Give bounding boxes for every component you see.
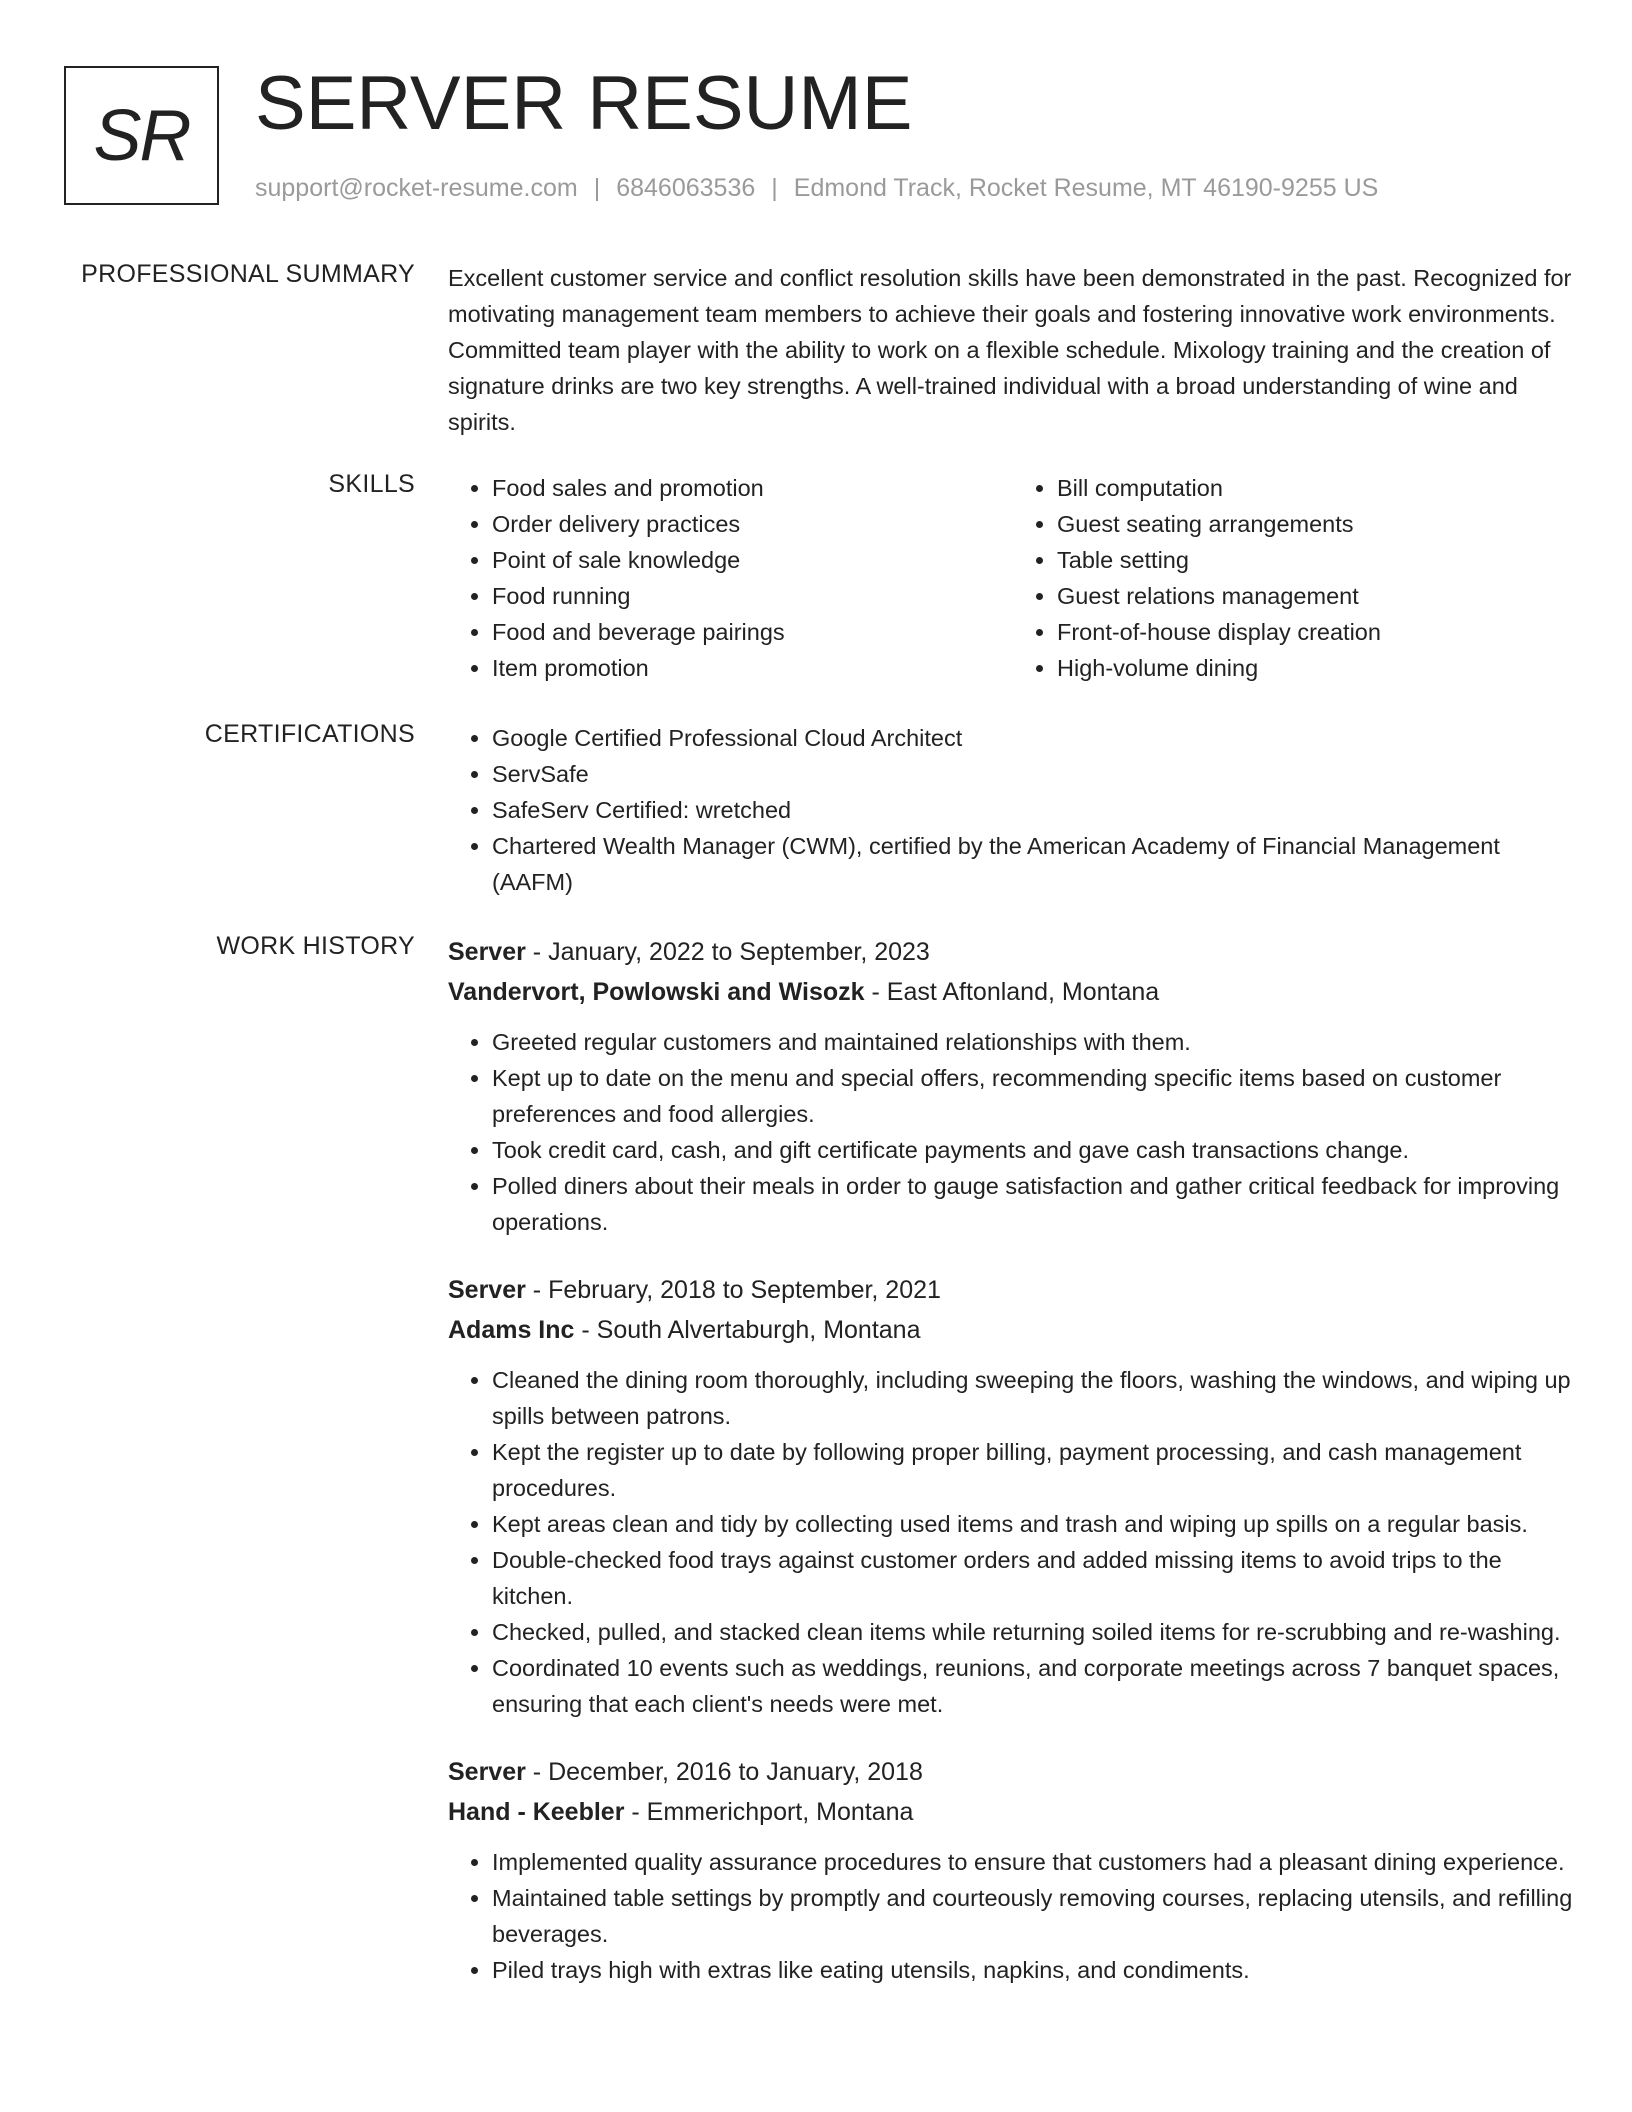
job-title: Server xyxy=(448,1758,526,1786)
skill-item: • Guest relations management xyxy=(1057,578,1578,614)
skill-item: • Guest seating arrangements xyxy=(1057,506,1578,542)
certifications-list xyxy=(448,720,1578,900)
skills-list-left xyxy=(448,470,1013,686)
page-title: SERVER RESUME xyxy=(255,61,913,146)
job-bullets xyxy=(448,1844,1578,1988)
summary-label: PROFESSIONAL SUMMARY xyxy=(81,260,415,288)
job-bullet: • Double-checked food trays against customer orders and added missing items to avoid trips to the kitchen. xyxy=(492,1542,1578,1614)
job-dates: - February, 2018 to September, 2021 xyxy=(525,1276,941,1304)
job-title-line xyxy=(448,1752,1578,1792)
skill-item: • Point of sale knowledge xyxy=(492,542,1013,578)
job-bullets xyxy=(448,1024,1578,1240)
skill-item: • Item promotion xyxy=(492,650,1013,686)
monogram-badge: SR xyxy=(64,66,219,205)
job-bullet: • Piled trays high with extras like eating utensils, napkins, and condiments. xyxy=(492,1952,1578,1988)
job-company-line xyxy=(448,1792,1578,1832)
job-title: Server xyxy=(448,938,526,966)
job-bullet: • Polled diners about their meals in order to gauge satisfaction and gather critical feedback for improving operations. xyxy=(492,1168,1578,1240)
job-location: - East Aftonland, Montana xyxy=(864,978,1160,1006)
certification-item: • Chartered Wealth Manager (CWM), certified by the American Academy of Financial Management (AAFM) xyxy=(492,828,1578,900)
contact-separator: | xyxy=(593,174,601,202)
job-bullet: • Kept areas clean and tidy by collecting used items and trash and wiping up spills on a regular basis. xyxy=(492,1506,1578,1542)
job-bullet: • Checked, pulled, and stacked clean items while returning soiled items for re-scrubbing and re-washing. xyxy=(492,1614,1578,1650)
job-location: - South Alvertaburgh, Montana xyxy=(574,1316,921,1344)
work-history-label: WORK HISTORY xyxy=(216,932,415,960)
job-bullet: • Greeted regular customers and maintained relationships with them. xyxy=(492,1024,1578,1060)
contact-email: support@rocket-resume.com xyxy=(255,174,578,202)
skill-item: • Food sales and promotion xyxy=(492,470,1013,506)
job-entry xyxy=(448,1270,1578,1722)
job-dates: - January, 2022 to September, 2023 xyxy=(525,938,930,966)
certification-item: • ServSafe xyxy=(492,756,1578,792)
contact-separator: | xyxy=(771,174,778,202)
certification-item: • Google Certified Professional Cloud Architect xyxy=(492,720,1578,756)
job-entry xyxy=(448,1752,1578,1988)
skill-item: • High-volume dining xyxy=(1057,650,1578,686)
contact-phone: 6846063536 xyxy=(616,174,756,202)
job-location: - Emmerichport, Montana xyxy=(624,1798,914,1826)
job-company: Vandervort, Powlowski and Wisozk xyxy=(448,978,865,1006)
job-bullet: • Took credit card, cash, and gift certificate payments and gave cash transactions change. xyxy=(492,1132,1578,1168)
job-bullet: • Kept up to date on the menu and special offers, recommending specific items based on customer preferences and food allergies. xyxy=(492,1060,1578,1132)
contact-line xyxy=(255,174,1378,203)
skill-item: • Order delivery practices xyxy=(492,506,1013,542)
job-bullet: • Coordinated 10 events such as weddings, reunions, and corporate meetings across 7 banquet spaces, ensuring that each client's needs were met. xyxy=(492,1650,1578,1722)
job-bullets xyxy=(448,1362,1578,1722)
job-bullet: • Cleaned the dining room thoroughly, including sweeping the floors, washing the windows, and wiping up spills between patrons. xyxy=(492,1362,1578,1434)
skill-item: • Food running xyxy=(492,578,1013,614)
summary-body xyxy=(448,260,1578,440)
skills-label: SKILLS xyxy=(328,470,415,498)
job-company: Adams Inc xyxy=(448,1316,575,1344)
skills-body xyxy=(448,470,1578,686)
certifications-label: CERTIFICATIONS xyxy=(204,720,415,748)
job-entry xyxy=(448,932,1578,1240)
resume-header xyxy=(64,61,1574,214)
job-bullet: • Implemented quality assurance procedures to ensure that customers had a pleasant dining experience. xyxy=(492,1844,1578,1880)
job-company-line xyxy=(448,972,1578,1012)
summary-text: Excellent customer service and conflict resolution skills have been demonstrated in the past. Recognized for motivating management team members to achieve their goals and fostering innovative work environments. Committed team player with the ability to work on a flexible schedule. Mixology training and the creation of signature drinks are two key strengths. A well-trained individual with a broad understanding of wine and spirits. xyxy=(448,265,1572,435)
job-dates: - December, 2016 to January, 2018 xyxy=(525,1758,923,1786)
skill-item: • Bill computation xyxy=(1057,470,1578,506)
job-bullet: • Maintained table settings by promptly and courteously removing courses, replacing utensils, and refilling beverages. xyxy=(492,1880,1578,1952)
contact-address: Edmond Track, Rocket Resume, MT 46190-9255 US xyxy=(793,174,1379,202)
job-title-line xyxy=(448,932,1578,972)
skills-list-right xyxy=(1013,470,1578,686)
certification-item: • SafeServ Certified: wretched xyxy=(492,792,1578,828)
certifications-body xyxy=(448,720,1578,900)
skill-item: • Food and beverage pairings xyxy=(492,614,1013,650)
job-title: Server xyxy=(448,1276,526,1304)
job-company-line xyxy=(448,1310,1578,1350)
skill-item: • Table setting xyxy=(1057,542,1578,578)
skill-item: • Front-of-house display creation xyxy=(1057,614,1578,650)
work-history-body xyxy=(448,932,1578,2018)
job-title-line xyxy=(448,1270,1578,1310)
job-bullet: • Kept the register up to date by following proper billing, payment processing, and cash management procedures. xyxy=(492,1434,1578,1506)
job-company: Hand - Keebler xyxy=(448,1798,625,1826)
